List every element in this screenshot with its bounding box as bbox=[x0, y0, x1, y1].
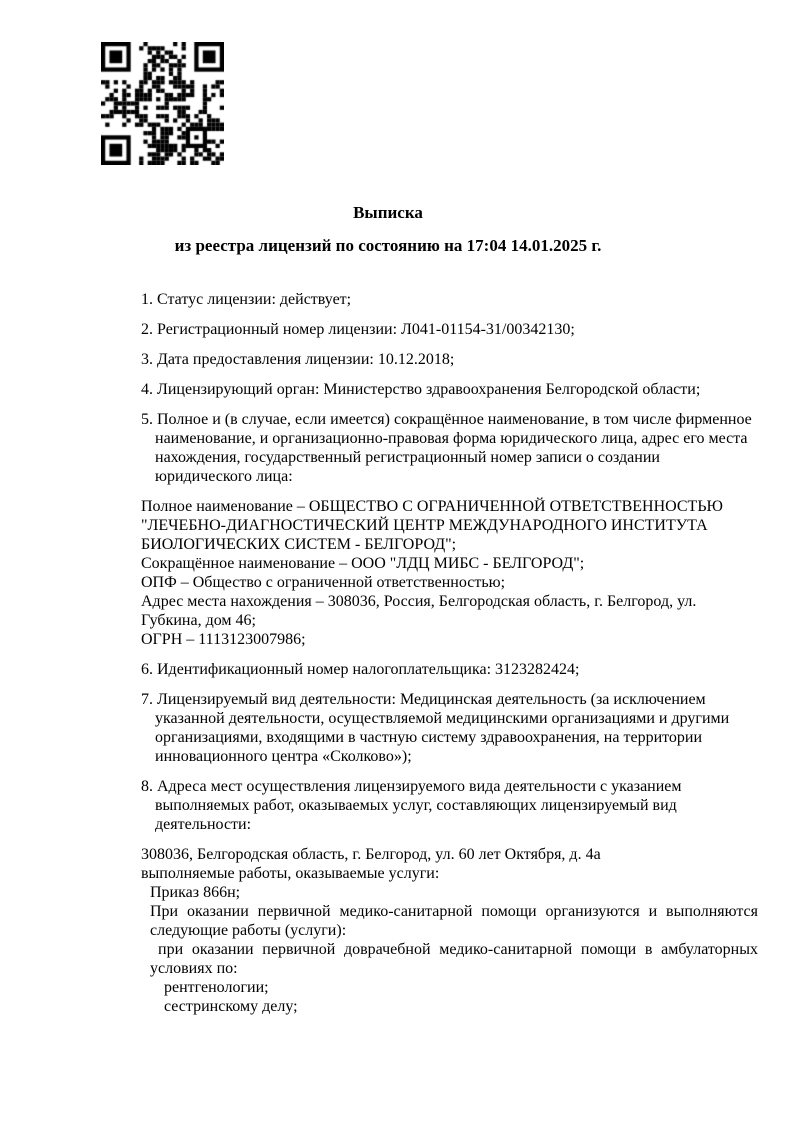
text-line: При оказании первичной медико-санитарной помощи организуются и выполняются bbox=[150, 903, 758, 920]
document-body bbox=[141, 290, 758, 1016]
full-name-line: Полное наименование – ОБЩЕСТВО С ОГРАНИЧЕННОЙ ОТВЕТСТВЕННОСТЬЮ bbox=[141, 498, 723, 515]
document-title-block bbox=[0, 202, 776, 257]
text-line: нахождения, государственный регистрационный номер записи о создании bbox=[155, 449, 660, 466]
qr-code-container bbox=[101, 42, 224, 165]
item-4-licensing-authority bbox=[141, 380, 758, 399]
text-line: наименование, и организационно-правовая форма юридического лица, адрес его места bbox=[155, 430, 748, 447]
document-subtitle: из реестра лицензий по состоянию на 17:04 14.01.2025 г. bbox=[174, 236, 602, 255]
address-works-block bbox=[141, 845, 758, 1016]
order-line: Приказ 866н; bbox=[150, 884, 241, 901]
text-line: условиях по: bbox=[150, 960, 238, 977]
text-line: 3. Дата предоставления лицензии: 10.12.2018; bbox=[141, 351, 455, 368]
address-line: Губкина, дом 46; bbox=[141, 612, 256, 629]
item-3-grant-date bbox=[141, 350, 758, 369]
work-address-line: 308036, Белгородская область, г. Белгород, ул. 60 лет Октября, д. 4а bbox=[141, 846, 601, 863]
text-line: следующие работы (услуги): bbox=[150, 922, 347, 939]
text-line: выполняемые работы, оказываемые услуги: bbox=[141, 865, 440, 882]
short-name-line: Сокращённое наименование – ООО "ЛДЦ МИБС - БЕЛГОРОД"; bbox=[141, 555, 585, 572]
full-name-line: "ЛЕЧЕБНО-ДИАГНОСТИЧЕСКИЙ ЦЕНТР МЕЖДУНАРОДНОГО ИНСТИТУТА bbox=[141, 517, 708, 534]
document-title: Выписка bbox=[353, 203, 423, 222]
text-line: 7. Лицензируемый вид деятельности: Медицинская деятельность (за исключением bbox=[141, 691, 706, 708]
text-line: организациями, входящими в частную систему здравоохранения, на территории bbox=[155, 729, 703, 746]
opf-line: ОПФ – Общество с ограниченной ответственностью; bbox=[141, 574, 506, 591]
service-line: сестринскому делу; bbox=[164, 998, 298, 1015]
service-line: рентгенологии; bbox=[164, 979, 269, 996]
full-name-line: БИОЛОГИЧЕСКИХ СИСТЕМ - БЕЛГОРОД"; bbox=[141, 536, 457, 553]
address-line: Адрес места нахождения – 308036, Россия, Белгородская область, г. Белгород, ул. bbox=[141, 593, 697, 610]
text-line: 4. Лицензирующий орган: Министерство здравоохранения Белгородской области; bbox=[141, 381, 701, 398]
text-line: выполняемых работ, оказываемых услуг, составляющих лицензируемый вид bbox=[155, 797, 677, 814]
text-line: 5. Полное и (в случае, если имеется) сокращённое наименование, в том числе фирменное bbox=[141, 411, 752, 428]
item-6-inn bbox=[141, 660, 758, 679]
item-5-names-heading bbox=[141, 410, 758, 486]
item-8-addresses-heading bbox=[141, 777, 758, 834]
text-line: 2. Регистрационный номер лицензии: Л041-01154-31/00342130; bbox=[141, 321, 575, 338]
text-line: при оказании первичной доврачебной медико-санитарной помощи в амбулаторных bbox=[158, 941, 758, 958]
text-line: 1. Статус лицензии: действует; bbox=[141, 291, 352, 308]
item-7-licensed-activity bbox=[141, 690, 758, 766]
text-line: деятельности: bbox=[155, 816, 252, 833]
text-line: юридического лица: bbox=[155, 468, 293, 485]
qr-code bbox=[101, 42, 224, 165]
item-1-license-status bbox=[141, 290, 758, 309]
text-line: инновационного центра «Сколково»); bbox=[155, 748, 412, 765]
ogrn-line: ОГРН – 1113123007986; bbox=[141, 631, 306, 648]
text-line: 8. Адреса мест осуществления лицензируемого вида деятельности с указанием bbox=[141, 778, 682, 795]
item-2-registration-number bbox=[141, 320, 758, 339]
text-line: указанной деятельности, осуществляемой медицинскими организациями и другими bbox=[155, 710, 730, 727]
text-line: 6. Идентификационный номер налогоплательщика: 3123282424; bbox=[141, 661, 580, 678]
organization-details-block bbox=[141, 497, 758, 649]
